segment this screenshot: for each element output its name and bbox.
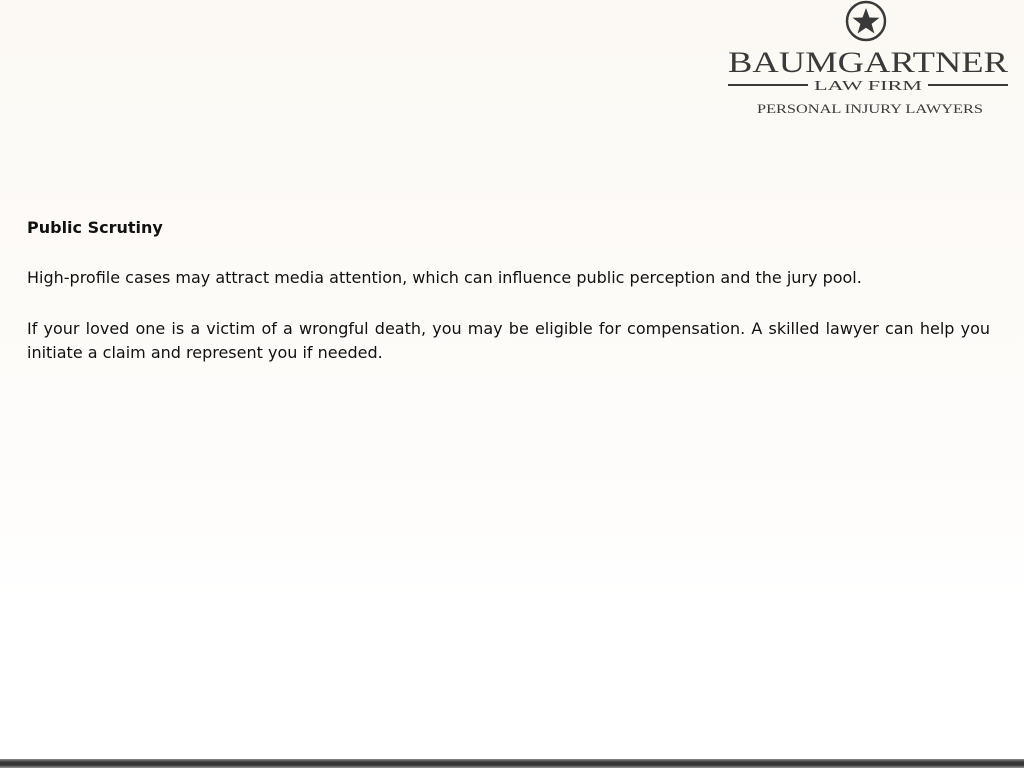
logo-subtitle: LAW FIRM (814, 79, 923, 94)
logo-firm-name: BAUMGARTNER (728, 46, 1008, 79)
paragraph-public-perception: High-profile cases may attract media attention, which can influence public perception and the jury pool. (27, 268, 862, 287)
star-emblem-icon (847, 2, 885, 40)
bottom-border-bar (0, 759, 1024, 768)
logo-tagline: PERSONAL INJURY LAWYERS (757, 101, 983, 116)
content-area (27, 216, 990, 365)
paragraph-compensation: If your loved one is a victim of a wrongful death, you may be eligible for compensation. A skilled lawyer can help you initiate a claim and represent you if needed. (27, 319, 990, 362)
baumgartner-logo (722, 0, 1014, 122)
section-heading: Public Scrutiny (27, 218, 163, 237)
